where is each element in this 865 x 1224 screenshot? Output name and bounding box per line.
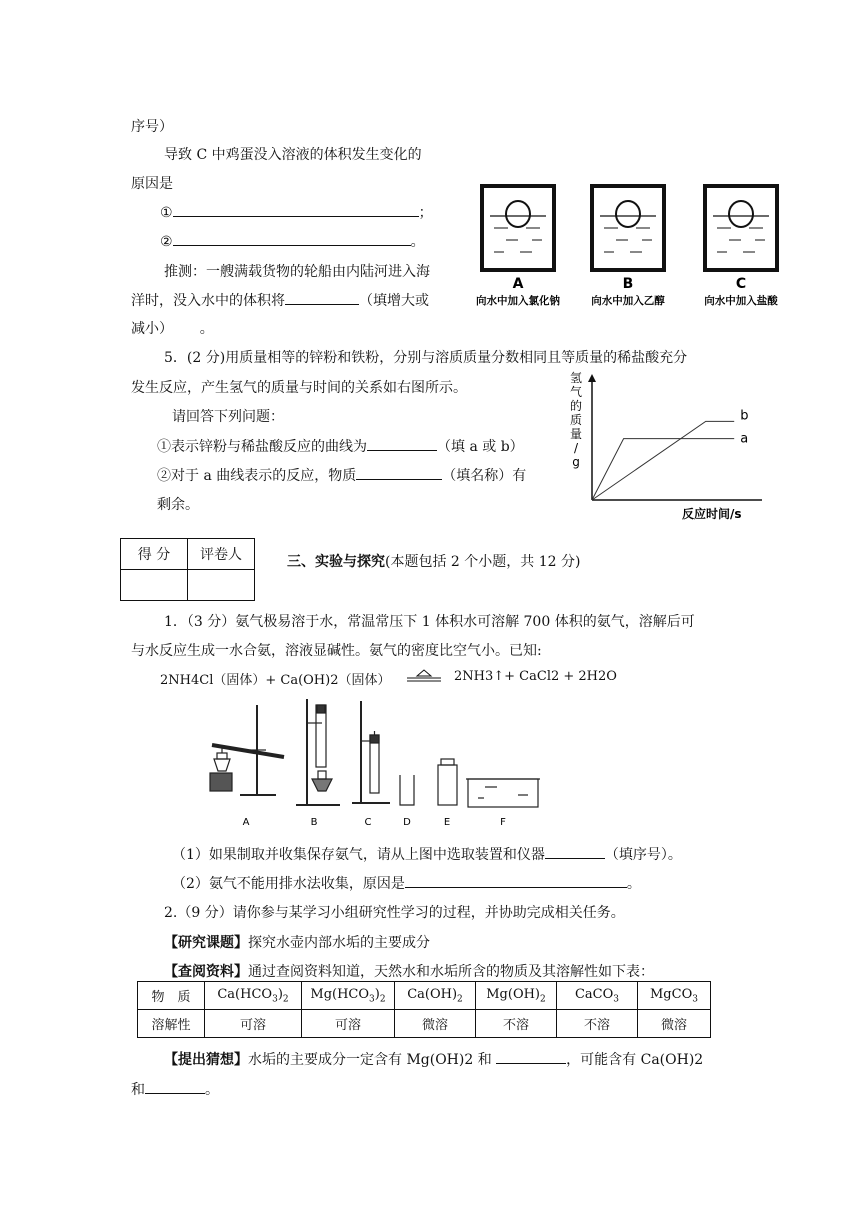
bracket-heading: 【查阅资料】	[164, 964, 248, 980]
apparatus-label: A	[242, 817, 250, 828]
text-line	[131, 1079, 219, 1099]
table-cell: 不溶	[476, 1010, 557, 1038]
table-header-cell: $Ca(OH)_2$	[395, 982, 476, 1010]
table-cell: 溶解性	[138, 1010, 205, 1038]
text-line: 与水反应生成一水合氨，溶液显碱性。氨气的密度比空气小。已知:	[131, 643, 542, 659]
table-cell: 可溶	[302, 1010, 395, 1038]
beaker-label: B	[622, 276, 634, 292]
text-line	[164, 961, 654, 981]
answer-blank[interactable]	[145, 1079, 205, 1094]
punct: 。	[410, 234, 425, 250]
text: 水垢的主要成分一定含有 Mg(OH)2 和	[248, 1052, 492, 1068]
score-header: 得 分	[121, 539, 188, 570]
text-line: 请回答下列问题：	[172, 409, 284, 425]
x-axis-label: 反应时间/s	[682, 507, 742, 521]
equation	[160, 669, 391, 688]
y-axis-label: /	[573, 441, 579, 455]
section-note: (本题包括 2 个小题，共 12 分)	[385, 554, 581, 570]
text: （填增大或	[359, 293, 429, 309]
text: 。	[626, 876, 641, 892]
series-line-a	[592, 439, 734, 500]
text: （1）如果制取并收集保存氨气，请从上图中选取装置和仪器	[172, 847, 545, 863]
text-line	[172, 873, 641, 893]
grader-cell[interactable]	[188, 570, 255, 601]
text-line: 推测：一艘满载货物的轮船由内陆河进入海	[164, 264, 430, 280]
apparatus-a	[210, 705, 284, 795]
text-line: 发生反应，产生氢气的质量与时间的关系如右图所示。	[131, 380, 467, 396]
beaker-caption: 向水中加入盐酸	[704, 295, 778, 307]
text-line: 减小） 。	[131, 321, 214, 337]
table-header-cell: 物 质	[138, 982, 205, 1010]
apparatus-label: E	[443, 817, 451, 828]
y-axis-label: g	[572, 455, 580, 469]
answer-blank[interactable]	[405, 873, 627, 888]
equation-right: 2NH3↑+ CaCl2 + 2H2O	[454, 669, 617, 684]
score-table	[120, 538, 255, 601]
text-line: 序号）	[131, 119, 173, 135]
text-line	[172, 844, 682, 864]
apparatus-c	[352, 701, 390, 803]
table-cell: 不溶	[557, 1010, 638, 1038]
text-line	[164, 932, 430, 952]
table-header-cell: $Mg(HCO_3)_2$	[302, 982, 395, 1010]
text: （填序号）。	[604, 847, 682, 863]
text: ②对于 a 曲线表示的反应，物质	[157, 468, 357, 484]
apparatus-label: F	[500, 817, 506, 828]
text: 和	[131, 1082, 145, 1098]
text-line	[131, 290, 429, 310]
beaker-a	[476, 186, 560, 307]
bracket-heading: 【提出猜想】	[164, 1052, 248, 1068]
answer-blank[interactable]	[496, 1049, 566, 1064]
answer-blank[interactable]	[173, 202, 419, 217]
section-heading: 三、实验与探究	[287, 554, 385, 570]
table-header-cell: $Mg(OH)_2$	[476, 982, 557, 1010]
series-label-b: b	[740, 408, 749, 424]
grader-header: 评卷人	[188, 539, 255, 570]
apparatus-f	[466, 779, 540, 807]
circle-1: ①	[160, 205, 173, 221]
hydrogen-chart	[562, 370, 762, 522]
beaker-caption: 向水中加入氯化钠	[476, 295, 560, 307]
apparatus-figure	[200, 695, 550, 831]
section-title	[287, 551, 580, 571]
text-line	[157, 465, 526, 485]
beaker-caption: 向水中加入乙醇	[591, 295, 665, 307]
text: 洋时，没入水中的体积将	[131, 293, 285, 309]
answer-blank[interactable]	[173, 231, 411, 246]
apparatus-label: C	[364, 817, 372, 828]
y-axis-label: 的	[569, 399, 583, 413]
circle-2: ②	[160, 234, 173, 250]
text: 。	[205, 1082, 219, 1098]
answer-line-1	[160, 202, 433, 222]
y-axis-label: 质	[569, 413, 583, 427]
answer-line-2	[160, 231, 425, 251]
score-cell[interactable]	[121, 570, 188, 601]
y-axis-label: 气	[569, 385, 583, 399]
series-label-a: a	[740, 431, 749, 447]
apparatus-d	[400, 775, 414, 805]
answer-blank[interactable]	[367, 436, 437, 451]
heat-condition-icon	[404, 668, 444, 686]
text: （填 a 或 b）	[437, 439, 524, 455]
answer-blank[interactable]	[356, 465, 442, 480]
punct: ；	[418, 205, 433, 221]
beakers-figure	[462, 182, 792, 312]
table-cell: 可溶	[205, 1010, 302, 1038]
text: ①表示锌粉与稀盐酸反应的曲线为	[157, 439, 367, 455]
y-axis-label: 量	[569, 427, 583, 441]
beaker-label: A	[512, 276, 524, 292]
apparatus-label: B	[310, 817, 318, 828]
bracket-heading: 【研究课题】	[164, 935, 248, 951]
apparatus-e	[438, 759, 457, 805]
solubility-table	[137, 981, 711, 1038]
series-line-b	[592, 421, 734, 500]
answer-blank[interactable]	[545, 844, 605, 859]
table-header-cell: MgCO$_3$	[638, 982, 711, 1010]
text-line: 导致 C 中鸡蛋没入溶液的体积发生变化的	[164, 147, 422, 163]
y-axis-label: 氢	[569, 371, 583, 385]
beaker-b	[591, 186, 665, 307]
apparatus-b	[296, 699, 340, 805]
text-line: 2.（9 分）请你参与某学习小组研究性学习的过程，并协助完成相关任务。	[164, 905, 625, 921]
text: 通过查阅资料知道，天然水和水垢所含的物质及其溶解性如下表：	[248, 964, 654, 980]
table-header-cell: CaCO$_3$	[557, 982, 638, 1010]
y-axis-arrow	[588, 374, 596, 382]
equation-left: 2NH4Cl（固体）+ Ca(OH)2（固体）	[160, 673, 391, 688]
text-line: 原因是	[131, 176, 173, 192]
apparatus-label: D	[403, 817, 411, 828]
beaker-label: C	[735, 276, 747, 292]
table-cell: 微溶	[638, 1010, 711, 1038]
table-cell: 微溶	[395, 1010, 476, 1038]
text-line	[164, 1049, 703, 1069]
text: 探究水壶内部水垢的主要成分	[248, 935, 430, 951]
text-line: 剩余。	[157, 497, 199, 513]
text: （2）氨气不能用排水法收集，原因是	[172, 876, 405, 892]
beaker-c	[704, 186, 778, 307]
table-header-cell: $Ca(HCO_3)_2$	[205, 982, 302, 1010]
text-line	[157, 436, 524, 456]
text-line: 5．(2 分)用质量相等的锌粉和铁粉，分别与溶质质量分数相同且等质量的稀盐酸充分	[164, 350, 688, 366]
text-line: 1．（3 分）氨气极易溶于水，常温常压下 1 体积水可溶解 700 体积的氨气，溶解后可	[164, 614, 695, 630]
text: ，可能含有 Ca(OH)2	[566, 1052, 704, 1068]
text: （填名称）有	[442, 468, 527, 484]
answer-blank[interactable]	[285, 290, 359, 305]
